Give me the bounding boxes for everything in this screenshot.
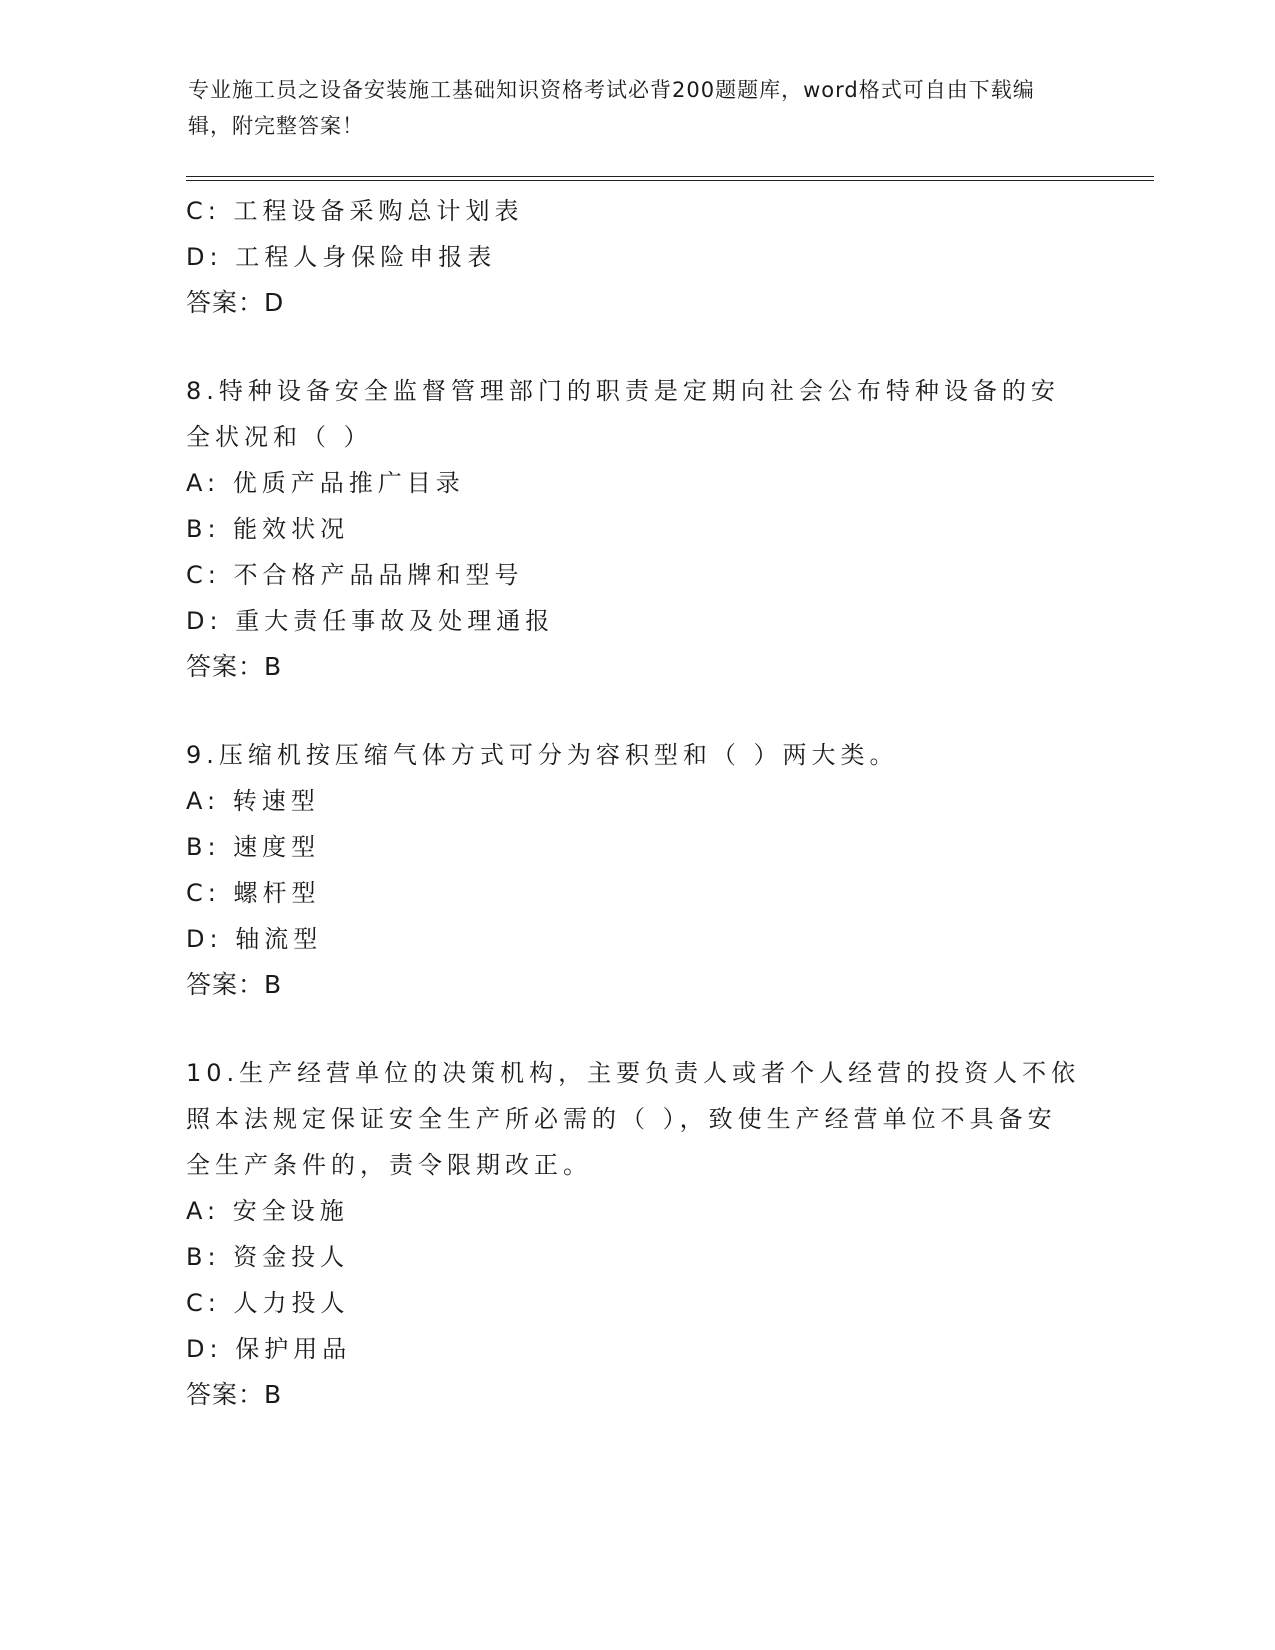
question-text-line: 全状况和（ ） — [186, 423, 373, 451]
header-divider — [186, 176, 1154, 181]
option-d: D: 重大责任事故及处理通报 — [186, 607, 555, 635]
question-text-line: 10.生产经营单位的决策机构，主要负责人或者个人经营的投资人不依 — [186, 1059, 1081, 1087]
answer-line: 答案：B — [186, 970, 283, 999]
option-c: C: 人力投人 — [186, 1289, 350, 1317]
document-header: 专业施工员之设备安装施工基础知识资格考试必背200题题库，word格式可自由下载编辑，附完整答案！ — [188, 78, 1035, 138]
option-c: C: 工程设备采购总计划表 — [186, 197, 524, 225]
option-a: A: 转速型 — [186, 787, 320, 815]
question-text-line: 9.压缩机按压缩气体方式可分为容积型和（ ）两大类。 — [186, 741, 899, 769]
spacer — [186, 1008, 1086, 1050]
option-b: B: 资金投人 — [186, 1243, 350, 1271]
question-text-line: 照本法规定保证安全生产所必需的（ ），致使生产经营单位不具备安 — [186, 1105, 1057, 1133]
answer-line: 答案：B — [186, 1380, 283, 1409]
option-b: B: 速度型 — [186, 833, 321, 861]
option-b: B: 能效状况 — [186, 515, 350, 543]
option-d: D: 保护用品 — [186, 1335, 352, 1363]
option-a: A: 安全设施 — [186, 1197, 349, 1225]
question-10 — [186, 1050, 1086, 1418]
option-c: C: 螺杆型 — [186, 879, 321, 907]
question-text-line: 8.特种设备安全监督管理部门的职责是定期向社会公布特种设备的安 — [186, 377, 1060, 405]
option-a: A: 优质产品推广目录 — [186, 469, 465, 497]
spacer — [186, 690, 1086, 732]
document-body — [186, 188, 1086, 1418]
option-c: C: 不合格产品品牌和型号 — [186, 561, 524, 589]
option-d: D: 轴流型 — [186, 925, 323, 953]
question-7-continued — [186, 188, 1086, 326]
question-9 — [186, 732, 1086, 1008]
question-8 — [186, 368, 1086, 690]
spacer — [186, 326, 1086, 368]
option-d: D: 工程人身保险申报表 — [186, 243, 497, 271]
question-text-line: 全生产条件的，责令限期改正。 — [186, 1151, 592, 1179]
answer-line: 答案：B — [186, 652, 283, 681]
answer-line: 答案：D — [186, 288, 285, 317]
